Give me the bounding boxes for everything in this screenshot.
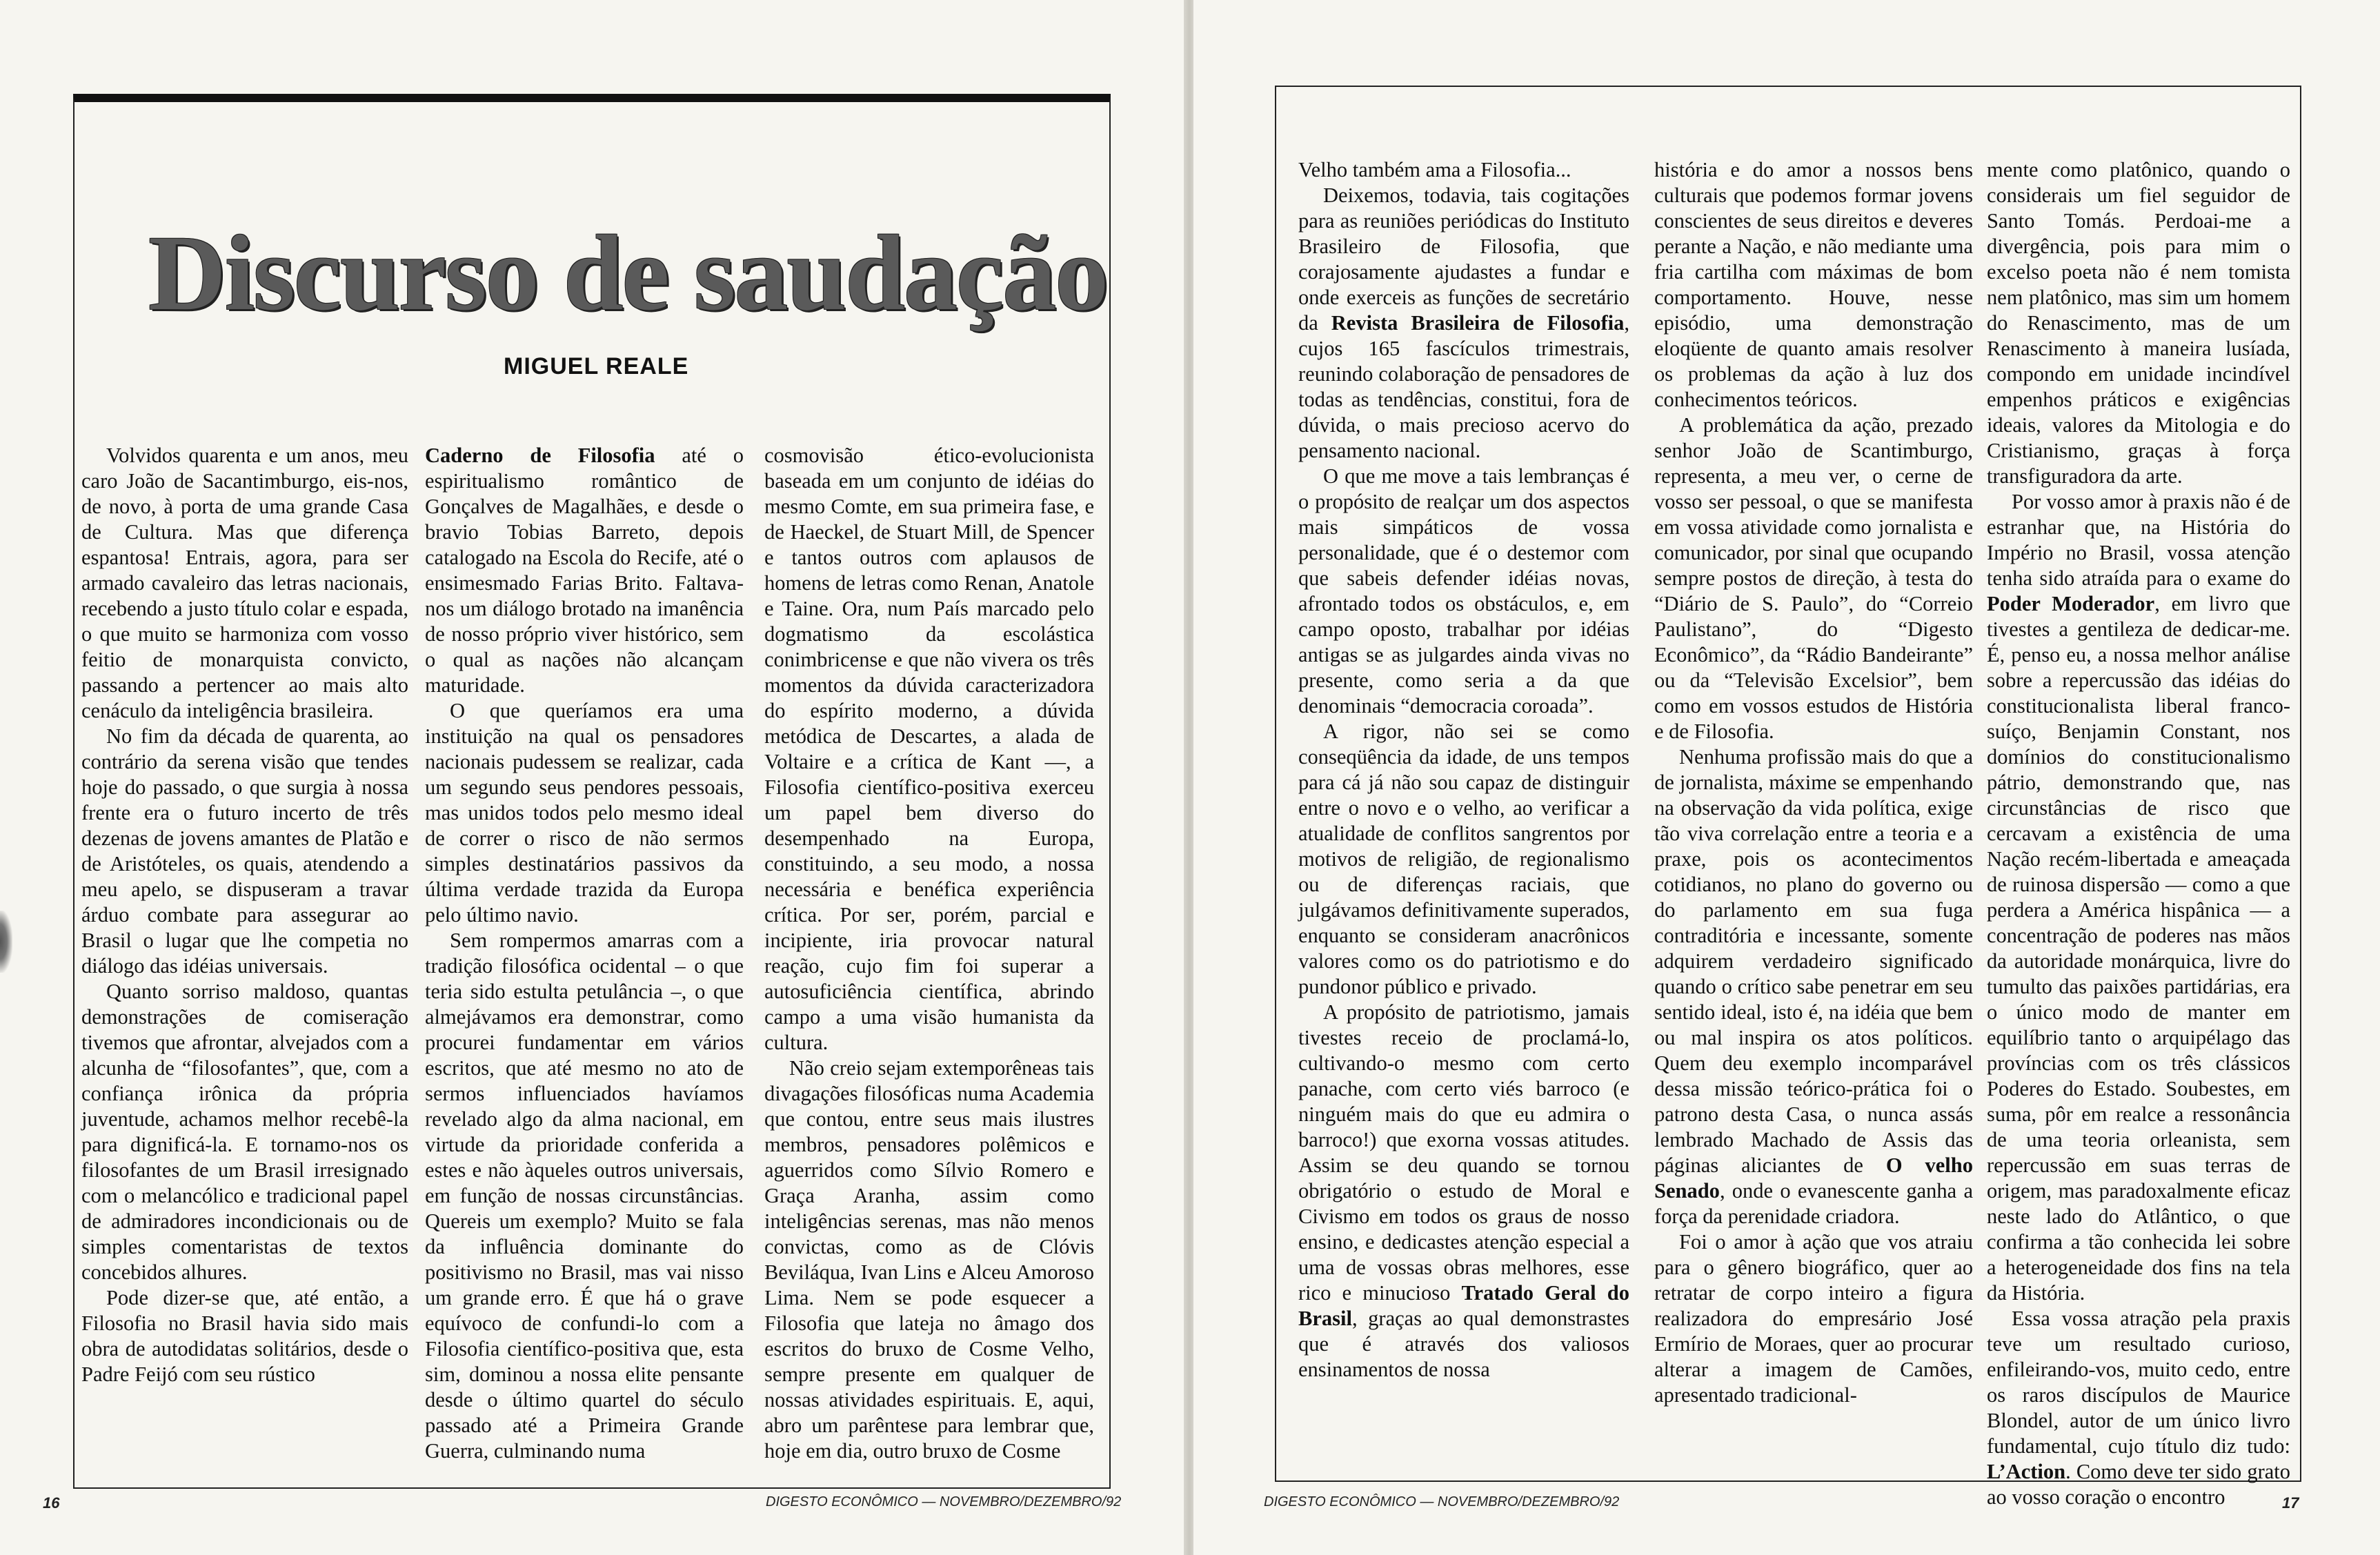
paragraph: A rigor, não sei se como conseqüência da idade, de uns tempos para cá já não sou capaz de distinguir entre o novo e o velho, ao verificar a atualidade de conflitos sangrentos por motivos de religião, de regionalismo ou de diferenças raciais, que julgávamos definitivamente superados, enquanto se consideram anacrônicos valores como os do patriotismo e do pundonor público e privado. [1298,720,1629,998]
paragraph: A problemática da ação, prezado senhor João de Scantimburgo, representa, a meu ver, o cerne de vosso ser pessoal, o que se manifesta em vossa atividade como jornalista e comunicador, por sinal que ocupando sempre postos de direção, à testa do “Diário de S. Paulo”, do “Correio Paulistano”, do “Digesto Econômico”, da “Rádio Bandeirante” ou da “Televisão Excelsior”, bem como em vossos estudos de História e de Filosofia. [1654,413,1973,743]
left-column-1 [81,443,408,1387]
paragraph [1654,744,1973,1229]
paragraph: No fim da década de quarenta, ao contrário da serena visão que tendes hoje do passado, o que surgia à nossa frente era o futuro incerto de três dezenas de jovens amantes de Platão e de Aristóteles, os quais, atendendo a meu apelo, se dispuseram a travar árduo combate para assegurar ao Brasil o lugar que lhe competia no diálogo das idéias universais. [81,724,408,978]
book-title-poder-moderador: Poder Moderador [1987,592,2155,615]
paragraph [425,443,744,698]
right-column-3 [1987,157,2290,1510]
paragraph-text: Deixemos, todavia, tais cogitações para as reuniões periódicas do Instituto Brasileiro de Filosofia, que corajosamente ajudastes a fundar e onde exerceis as funções de secretário da [1298,184,1629,335]
book-title-tratado: Tratado Geral do Brasil [1298,1281,1629,1330]
paragraph: história e do amor a nossos bens culturais que podemos formar jovens conscientes de seus direitos e deveres perante a Nação, e não mediante uma fria cartilha com máximas de bom comportamento. Houve, nesse episódio, uma demonstração eloqüente de quanto amais resolver os problemas da ação à luz dos conhecimentos teóricos. [1654,158,1973,411]
paragraph-text: . Como deve ter sido grato ao vosso coração o encontro [1987,1460,2290,1509]
scan-binding-mark [0,911,12,973]
right-column-2 [1654,157,1973,1408]
article-title: Discurso de saudação [148,213,1108,333]
paragraph [1298,1000,1629,1383]
right-page [1193,0,2380,1555]
book-title-velho-senado: O velho Senado [1654,1153,1973,1202]
paragraph: Sem rompermos amarras com a tradição filosófica ocidental – o que teria sido estulta petulância –, o que almejávamos era demonstrar, como procurei fundamentar em vários escritos, que até mesmo no ato de sermos influenciados havíamos revelado algo da alma nacional, em virtude da prioridade conferida a estes e não àqueles outros universais, em função de nossas circunstâncias. Quereis um exemplo? Muito se fala da influência dominante do positivismo no Brasil, mas vai nisso um grande erro. É que há o grave equívoco de confundi-lo com a Filosofia científico-positiva que, esta sim, dominou a nossa elite pensante desde o último quartel do século passado até a Primeira Grande Guerra, culminando numa [425,929,744,1463]
paragraph: Foi o amor à ação que vos atraiu para o gênero biográfico, quer ao retratar de corpo inteiro a figura realizadora do empresário José Ermírio de Moraes, quer ao procurar alterar a imagem de Camões, apresentado tradicional- [1654,1230,1973,1407]
paragraph-text: , onde o evanescente ganha a força da perenidade criadora. [1654,1179,1973,1228]
paragraph-text: Nenhuma profissão mais do que a de jornalista, máxime se empenhando na observação da vida política, exige tão viva correlação entre a teoria e a praxe, pois os acontecimentos cotidianos, no plano do governo ou do parlamento em sua fuga contraditória e incessante, somente adquirem verdadeiro significado quando o crítico sabe penetrar em seu sentido ideal, isto é, na idéia que bem ou mal inspira os atos políticos. Quem deu exemplo incomparável dessa missão teórico-prática foi o patrono desta Casa, o nunca assás lembrado Machado de Assis das páginas aliciantes de [1654,745,1973,1177]
left-column-3 [764,443,1094,1464]
article-author: MIGUEL REALE [504,353,689,379]
paragraph: Não creio sejam extemporêneas tais divagações filosóficas numa Academia que contou, entre seus mais ilustres membros, pensadores polêmicos e aguerridos como Sílvio Romero e Graça Aranha, assim como inteligências serenas, mas não menos convictas, como as de Clóvis Beviláqua, Ivan Lins e Alceu Amoroso Lima. Nem se pode esquecer a Filosofia que lateja no âmago dos escritos do bruxo de Cosme Velho, sempre presente em qualquer de nossas atividades espirituais. E, aqui, abro um parêntese para lembrar que, hoje em dia, outro bruxo de Cosme [764,1056,1094,1463]
paragraph: Velho também ama a Filosofia... [1298,158,1571,181]
footer-right: DIGESTO ECONÔMICO — NOVEMBRO/DEZEMBRO/92 [1264,1494,1620,1509]
page-number-left: 16 [43,1494,60,1512]
paragraph-text: até o espiritualismo romântico de Gonçalves de Magalhães, e desde o bravio Tobias Barreto, depois catalogado na Escola do Recife, até o ensimesmado Farias Brito. Faltava-nos um diálogo brotado na imanência de nosso próprio viver histórico, sem o qual as nações não alcançam maturidade. [425,444,744,697]
paragraph: Volvidos quarenta e um anos, meu caro João de Sacantimburgo, eis-nos, de novo, à porta de uma grande Casa de Cultura. Mas que diferença espantosa! Entrais, agora, para ser armado cavaleiro das letras nacionais, recebendo a justo título colar e espada, o que muito se harmoniza com vosso feitio de monarquista convicto, passando a pertencer ao mais alto cenáculo da inteligência brasileira. [81,444,408,722]
paragraph: cosmovisão ético-evolucionista baseada em um conjunto de idéias do mesmo Comte, em sua primeira fase, e de Haeckel, de Stuart Mill, de Spencer e tantos outros com aplausos de homens de letras como Renan, Anatole e Taine. Ora, num País marcado pelo dogmatismo da escolástica conimbricense e que não vivera os três momentos da dúvida caracterizadora do espírito moderno, a dúvida metódica de Descartes, a alada de Voltaire e a crítica de Kant —, a Filosofia científico-positiva exerceu um papel bem diverso do desempenhado na Europa, constituindo, a seu modo, a nossa necessária e benéfica experiência crítica. Por ser, porém, parcial e incipiente, iria provocar natural reação, cujo fim foi superar a autosuficiência científica, abrindo campo a uma visão humanista da cultura. [764,444,1094,1054]
paragraph-text: Por vosso amor à praxis não é de estranhar que, na História do Império no Brasil, vossa atenção tenha sido atraída para o exame do [1987,490,2290,590]
paragraph: O que queríamos era uma instituição na qual os pensadores nacionais pudessem se realizar, cada um segundo seus pendores pessoais, mas unidos todos pelo mesmo ideal de correr o risco de não sermos simples destinatários passivos da última verdade trazida da Europa pelo último navio. [425,699,744,927]
paragraph-text: A propósito de patriotismo, jamais tivestes receio de proclamá-lo, cultivando-o mesmo com certo panache, com certo viés barroco (e ninguém mais do que eu admira o barroco!) que exorna vossas atitudes. Assim se deu quando se tornou obrigatório o estudo de Moral e Civismo em todos os graus de nosso ensino, e dedicastes atenção especial a uma de vossas obras melhores, esse rico e minucioso [1298,1000,1629,1305]
left-column-2 [425,443,744,1464]
paragraph [1987,489,2290,1306]
paragraph-text: , cujos 165 fascículos trimestrais, reunindo colaboração de pensadores de todas as tendências, constitui, fora de dúvida, o mais precioso acervo do pensamento nacional. [1298,311,1629,462]
footer-left: DIGESTO ECONÔMICO — NOVEMBRO/DEZEMBRO/92 [766,1494,1122,1509]
book-title-caderno: Caderno de Filosofia [425,444,655,467]
paragraph-text: , graças ao qual demonstrastes que é através dos valiosos ensinamentos de nossa [1298,1307,1629,1381]
paragraph-text: , em livro que tivestes a gentileza de dedicar-me. É, penso eu, a nossa melhor análise sobre a repercussão das idéias do constitucionalista liberal franco-suíço, Benjamin Constant, nos domínios do constitucionalismo pátrio, demonstrando que, nas circunstâncias de risco que cercavam a existência de uma Nação recém-libertada e ameaçada de ruinosa dispersão — como a que perdera a América hispânica — a concentração de poderes nas mãos da autoridade monárquica, livre do tumulto das paixões partidárias, era o único modo de manter em equilíbrio tanto o arquipélago das províncias com os três clássicos Poderes do Estado. Soubestes, em suma, pôr em realce a ressonância de uma teoria orleanista, sem repercussão em suas terras de origem, mas paradoxalmente eficaz neste lado do Atlântico, o que confirma a tão conhecida lei sobre a heterogeneidade dos fins na tela da História. [1987,592,2290,1305]
paragraph [1298,183,1629,464]
paragraph: O que me move a tais lembranças é o propósito de realçar um dos aspectos mais simpáticos de vossa personalidade, que é o destemor com que sabeis defender idéias novas, afrontado todos os obstáculos, e, em campo oposto, trabalhar por idéias antigas se as julgardes ainda vivas no presente, como seria a da que denominais “democracia coroada”. [1298,464,1629,717]
left-page [0,0,1185,1555]
paragraph-text: Essa vossa atração pela praxis teve um resultado curioso, enfileirando-vos, muito cedo, entre os raros discípulos de Maurice Blondel, autor de um único livro fundamental, cujo título diz tudo: [1987,1307,2290,1458]
right-column-1 [1298,157,1629,1383]
paragraph: Pode dizer-se que, até então, a Filosofia no Brasil havia sido mais obra de autodidatas solitários, desde o Padre Feijó com seu rústico [81,1286,408,1386]
page-number-right: 17 [2282,1494,2299,1512]
book-title-laction: L’Action [1987,1460,2066,1483]
paragraph: mente como platônico, quando o considerais um fiel seguidor de Santo Tomás. Perdoai-me a divergência, pois para mim o excelso poeta não é nem tomista nem platônico, mas sim um homem do Renascimento, mas de um Renascimento à maneira lusíada, compondo em unidade incindível empenhos práticos e exigências ideais, valores da Mitologia e do Cristianismo, graças à força transfiguradora da arte. [1987,158,2290,488]
paragraph [1987,1306,2290,1510]
paragraph: Quanto sorriso maldoso, quantas demonstrações de comiseração tivemos que afrontar, alvejados com a alcunha de “filosofantes”, que, com a confiança irônica da própria juventude, achamos melhor recebê-la para dignificá-la. E tornamo-nos os filosofantes de um Brasil irresignado com o melancólico e tradicional papel de admiradores incondicionais ou de simples comentaristas de textos concebidos alhures. [81,980,408,1284]
journal-title: Revista Brasileira de Filosofia [1331,311,1625,335]
